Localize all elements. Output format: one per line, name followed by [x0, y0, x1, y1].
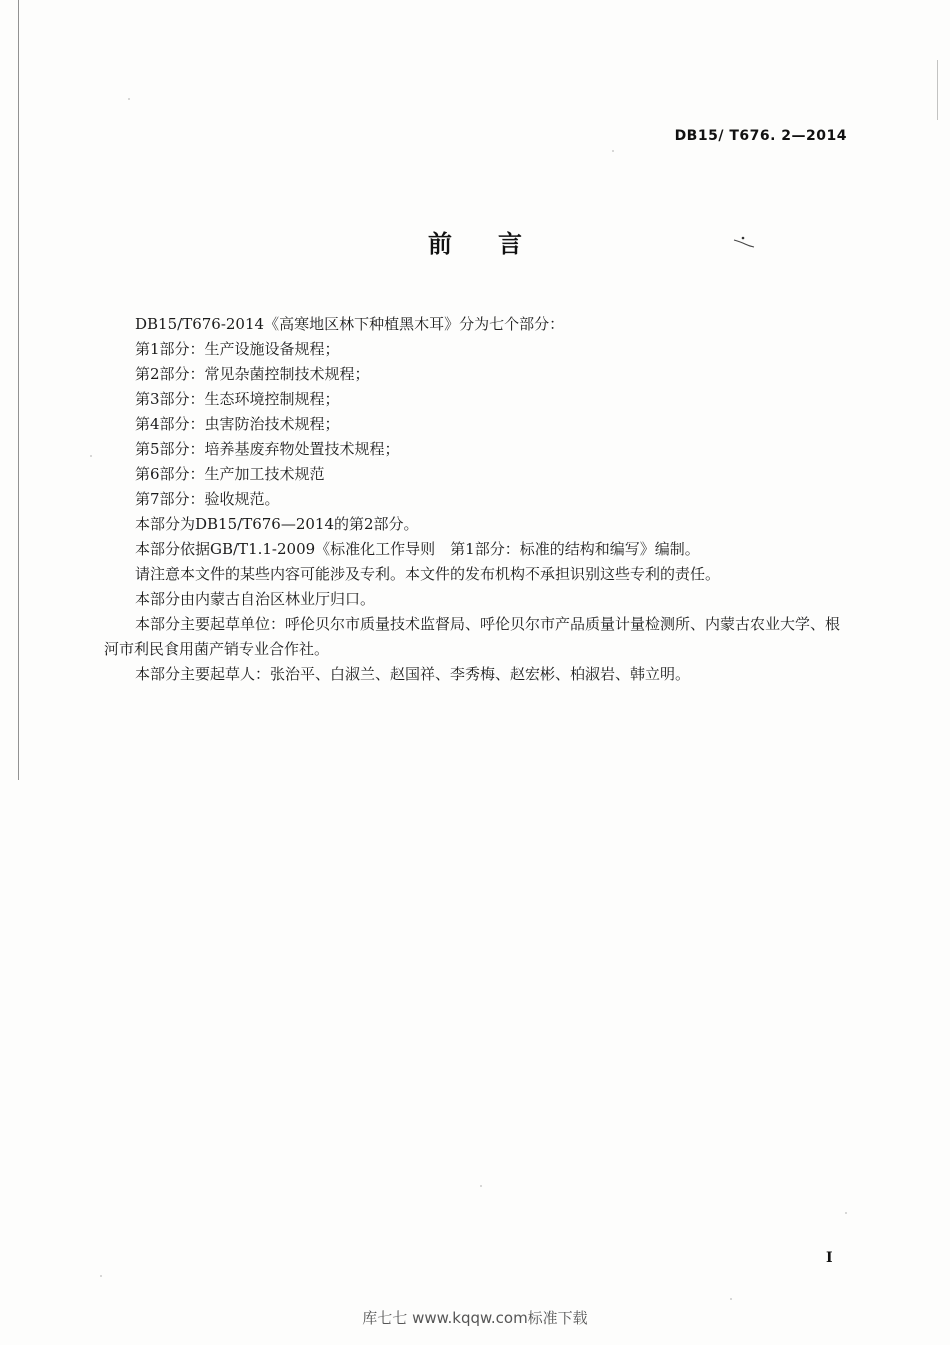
- paragraph-parts-intro: DB15/T676-2014《高寒地区林下种植黑木耳》分为七个部分：: [135, 315, 565, 333]
- scan-edge-line: [18, 0, 19, 780]
- paragraph-drafting-units: 本部分主要起草单位：呼伦贝尔市质量技术监督局、呼伦贝尔市产品质量计量检测所、内蒙古农业大学、根河市利民食用菌产销专业合作社。: [104, 615, 841, 658]
- scan-edge-line: [937, 60, 938, 120]
- scan-speck: [128, 98, 130, 100]
- paragraph-drafting-basis: 本部分依据GB/T1.1-2009《标准化工作导则 第1部分：标准的结构和编写》编制。: [135, 540, 700, 558]
- paragraph-part-2: 第2部分：常见杂菌控制技术规程；: [135, 365, 370, 383]
- paragraph-part-1: 第1部分：生产设施设备规程；: [135, 340, 340, 358]
- scan-speck: [480, 1185, 482, 1187]
- paragraph-part-5: 第5部分：培养基废弃物处置技术规程；: [135, 440, 400, 458]
- document-code: DB15/ T676. 2—2014: [674, 128, 847, 144]
- page-title: 前言: [428, 230, 568, 258]
- paragraph-drafters: 本部分主要起草人：张治平、白淑兰、赵国祥、李秀梅、赵宏彬、柏淑岩、韩立明。: [135, 665, 691, 683]
- footer-watermark: 库七七 www.kqqw.com标准下载: [362, 1309, 588, 1327]
- paragraph-part-4: 第4部分：虫害防治技术规程；: [135, 415, 340, 433]
- scan-speck: [100, 1275, 102, 1277]
- scan-speck: [90, 455, 92, 457]
- paragraph-part-3: 第3部分：生态环境控制规程；: [135, 390, 340, 408]
- page-number: I: [826, 1250, 833, 1266]
- paragraph-part-6: 第6部分：生产加工技术规范: [135, 465, 325, 483]
- paragraph-administration: 本部分由内蒙古自治区林业厅归口。: [135, 590, 376, 608]
- preface-body: [104, 312, 852, 687]
- paragraph-patent-notice: 请注意本文件的某些内容可能涉及专利。本文件的发布机构不承担识别这些专利的责任。: [135, 565, 721, 583]
- scan-mark: [733, 236, 755, 248]
- scan-speck: [612, 150, 614, 152]
- paragraph-part-7: 第7部分：验收规范。: [135, 490, 280, 508]
- paragraph-this-part: 本部分为DB15/T676—2014的第2部分。: [135, 515, 419, 533]
- scan-speck: [845, 1212, 847, 1214]
- scan-speck: [730, 1298, 732, 1300]
